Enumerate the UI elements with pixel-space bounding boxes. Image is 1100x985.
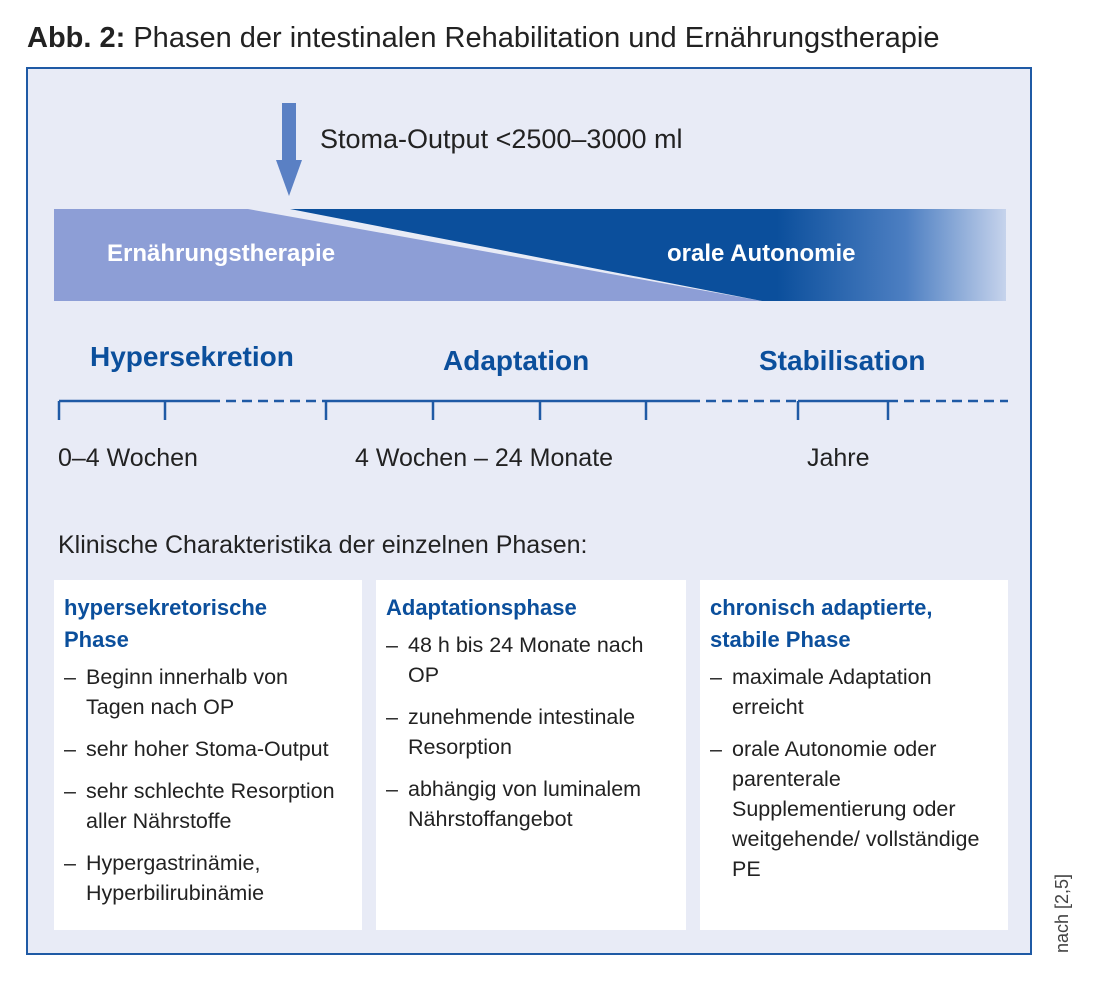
card-title [386, 592, 676, 624]
list-item: – abhängig von luminalem Nährstoffangebot [386, 774, 676, 834]
list-item: – Beginn innerhalb von Tagen nach OP [64, 662, 352, 722]
list-item: – maximale Adaptation erreicht [710, 662, 998, 722]
phase-adaptation: Adaptation [443, 345, 590, 376]
card-stable-phase [700, 580, 1008, 930]
nutrition-therapy-label: Ernährungstherapie [107, 240, 336, 267]
time-hypersecretion: 0–4 Wochen [58, 444, 198, 472]
source-note: nach [2,5] [1052, 873, 1072, 953]
list-item: – Hypergastrinämie, Hyperbilirubinämie [64, 848, 352, 908]
oral-autonomy-label: orale Autonomie [667, 240, 856, 267]
card-title-line: chronisch adaptierte, [710, 595, 933, 620]
figure-label: Abb. 2: [27, 22, 126, 54]
card-title-line: hypersekretorische [64, 595, 267, 620]
card-title-line: stabile Phase [710, 627, 851, 652]
clinical-heading: Klinische Charakteristika der einzelnen Phasen: [58, 531, 588, 559]
card-list [710, 662, 998, 884]
card-adaptation-phase [376, 580, 686, 930]
phase-hypersecretion: Hypersekretion [90, 341, 294, 372]
time-stabilisation: Jahre [807, 444, 870, 472]
stoma-output-label: Stoma-Output <2500–3000 ml [320, 124, 683, 154]
phase-stabilisation: Stabilisation [759, 345, 926, 376]
figure-title-text: Phasen der intestinalen Rehabilitation und Ernährungstherapie [133, 22, 940, 54]
card-list [386, 630, 676, 834]
card-list [64, 662, 352, 908]
card-title-line: Phase [64, 627, 129, 652]
list-item: – sehr schlechte Resorption aller Nährstoffe [64, 776, 352, 836]
list-item: – 48 h bis 24 Monate nach OP [386, 630, 676, 690]
list-item: – sehr hoher Stoma-Output [64, 734, 352, 764]
card-hypersecretory-phase [54, 580, 362, 930]
list-item: – zunehmende intestinale Resorption [386, 702, 676, 762]
down-arrow-icon [276, 103, 302, 196]
card-title [710, 592, 998, 656]
time-adaptation: 4 Wochen – 24 Monate [355, 444, 614, 472]
card-title [64, 592, 352, 656]
card-title-line: Adaptationsphase [386, 595, 577, 620]
timeline [59, 401, 1008, 420]
list-item: – orale Autonomie oder parenterale Supplementierung oder weitgehende/ vollständige PE [710, 734, 998, 884]
